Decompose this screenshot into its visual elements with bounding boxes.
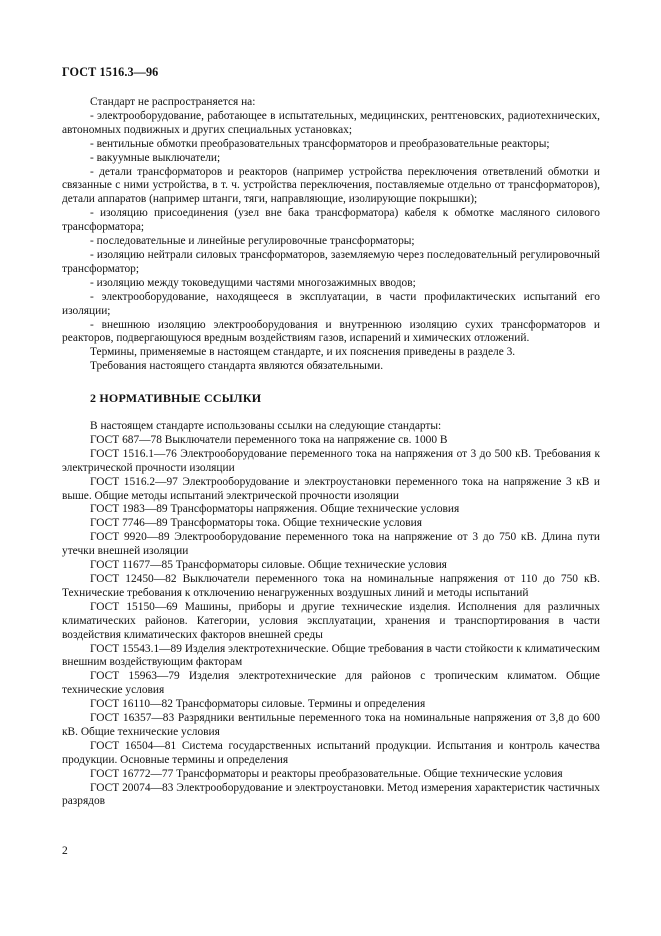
scope-item: - изоляцию между токоведущими частями многозажимных вводов; [90, 276, 416, 289]
scope-item: - последовательные и линейные регулировочные трансформаторы; [90, 235, 415, 248]
references-intro: В настоящем стандарте использованы ссылки на следующие стандарты: [90, 420, 442, 432]
reference-item: ГОСТ 1516.2—97 Электрооборудование и электроустановки переменного тока на напряжение 3 кВ и выше. Общие методы испытаний электрической прочности изоляции [62, 475, 600, 502]
scope-item: - электрооборудование, находящееся в эксплуатации, в части профилактических испытаний его изоляции; [62, 290, 600, 317]
reference-item: ГОСТ 16772—77 Трансформаторы и реакторы преобразовательные. Общие технические условия [90, 767, 563, 780]
reference-item: ГОСТ 11677—85 Трансформаторы силовые. Общие технические условия [90, 559, 447, 572]
scope-intro: Стандарт не распространяется на: [90, 96, 256, 108]
normative-references [62, 420, 600, 809]
reference-item: ГОСТ 15150—69 Машины, приборы и другие технические изделия. Исполнения для различных климатических районов. Категории, условия эксплуатации, хранения и транспортирования в части воздействия климатических факторов внешней среды [62, 600, 600, 641]
scope-item: - изоляцию нейтрали силовых трансформаторов, заземляемую через последовательный регулировочный трансформатор; [62, 248, 600, 275]
scope-item: - вакуумные выключатели; [90, 151, 221, 164]
reference-item: ГОСТ 12450—82 Выключатели переменного тока на номинальные напряжения от 110 до 750 кВ. Технические требования к отключению ненагруженных воздушных линий и методы испытаний [62, 572, 600, 599]
section-2-title: 2 НОРМАТИВНЫЕ ССЫЛКИ [90, 391, 262, 405]
page-number: 2 [62, 845, 68, 857]
document-code-header: ГОСТ 1516.3—96 [62, 65, 159, 79]
mandatory-note: Требования настоящего стандарта являются обязательными. [90, 360, 384, 373]
scope-item: - электрооборудование, работающее в испытательных, медицинских, рентгеновских, радиотехнических, автономных подвижных и других специальных установках; [62, 109, 600, 136]
reference-item: ГОСТ 7746—89 Трансформаторы тока. Общие технические условия [90, 517, 422, 530]
reference-item: ГОСТ 15543.1—89 Изделия электротехнические. Общие требования в части стойкости к климатическим внешним воздействующим факторам [62, 642, 600, 669]
reference-item: ГОСТ 15963—79 Изделия электротехнические для районов с тропическим климатом. Общие технические условия [62, 670, 600, 697]
scope-item: - вентильные обмотки преобразовательных трансформаторов и преобразовательные реакторы; [90, 137, 550, 150]
scope-item: - внешнюю изоляцию электрооборудования и внутреннюю изоляцию сухих трансформаторов и реакторов, подвергающуюся вредным воздействиям газов, испарений и химических отложений. [62, 318, 600, 345]
reference-item: ГОСТ 1983—89 Трансформаторы напряжения. Общие технические условия [90, 503, 460, 516]
reference-item: ГОСТ 16357—83 Разрядники вентильные переменного тока на номинальные напряжения от 3,8 до 600 кВ. Общие технические условия [62, 712, 600, 738]
reference-item: ГОСТ 9920—89 Электрооборудование переменного тока на напряжение от 3 до 750 кВ. Длина пути утечки внешней изоляции [62, 531, 600, 558]
reference-item: ГОСТ 16110—82 Трансформаторы силовые. Термины и определения [90, 698, 426, 711]
scope-item: - изоляцию присоединения (узел вне бака трансформатора) кабеля к обмотке масляного силового трансформатора; [62, 207, 600, 234]
reference-item: ГОСТ 16504—81 Система государственных испытаний продукции. Испытания и контроль качества продукции. Основные термины и определения [62, 739, 600, 766]
reference-item: ГОСТ 1516.1—76 Электрооборудование переменного тока на напряжения от 3 до 500 кВ. Требования к электрической прочности изоляции [62, 447, 600, 474]
scope-item: - детали трансформаторов и реакторов (например устройства переключения ответвлений обмотки и связанные с ними устройства, в т. ч. устройства переключения, поставляемые отдельно от трансформаторов), детали аппаратов (например штанги, тяги, направляющие, изолирующие покрышки); [62, 165, 600, 206]
scope-exclusions [62, 96, 600, 374]
terms-note: Термины, применяемые в настоящем стандарте, и их пояснения приведены в разделе 3. [90, 346, 516, 359]
reference-item: ГОСТ 687—78 Выключатели переменного тока на напряжение св. 1000 В [90, 433, 448, 446]
reference-item: ГОСТ 20074—83 Электрооборудование и электроустановки. Метод измерения характеристик частичных разрядов [62, 781, 600, 808]
